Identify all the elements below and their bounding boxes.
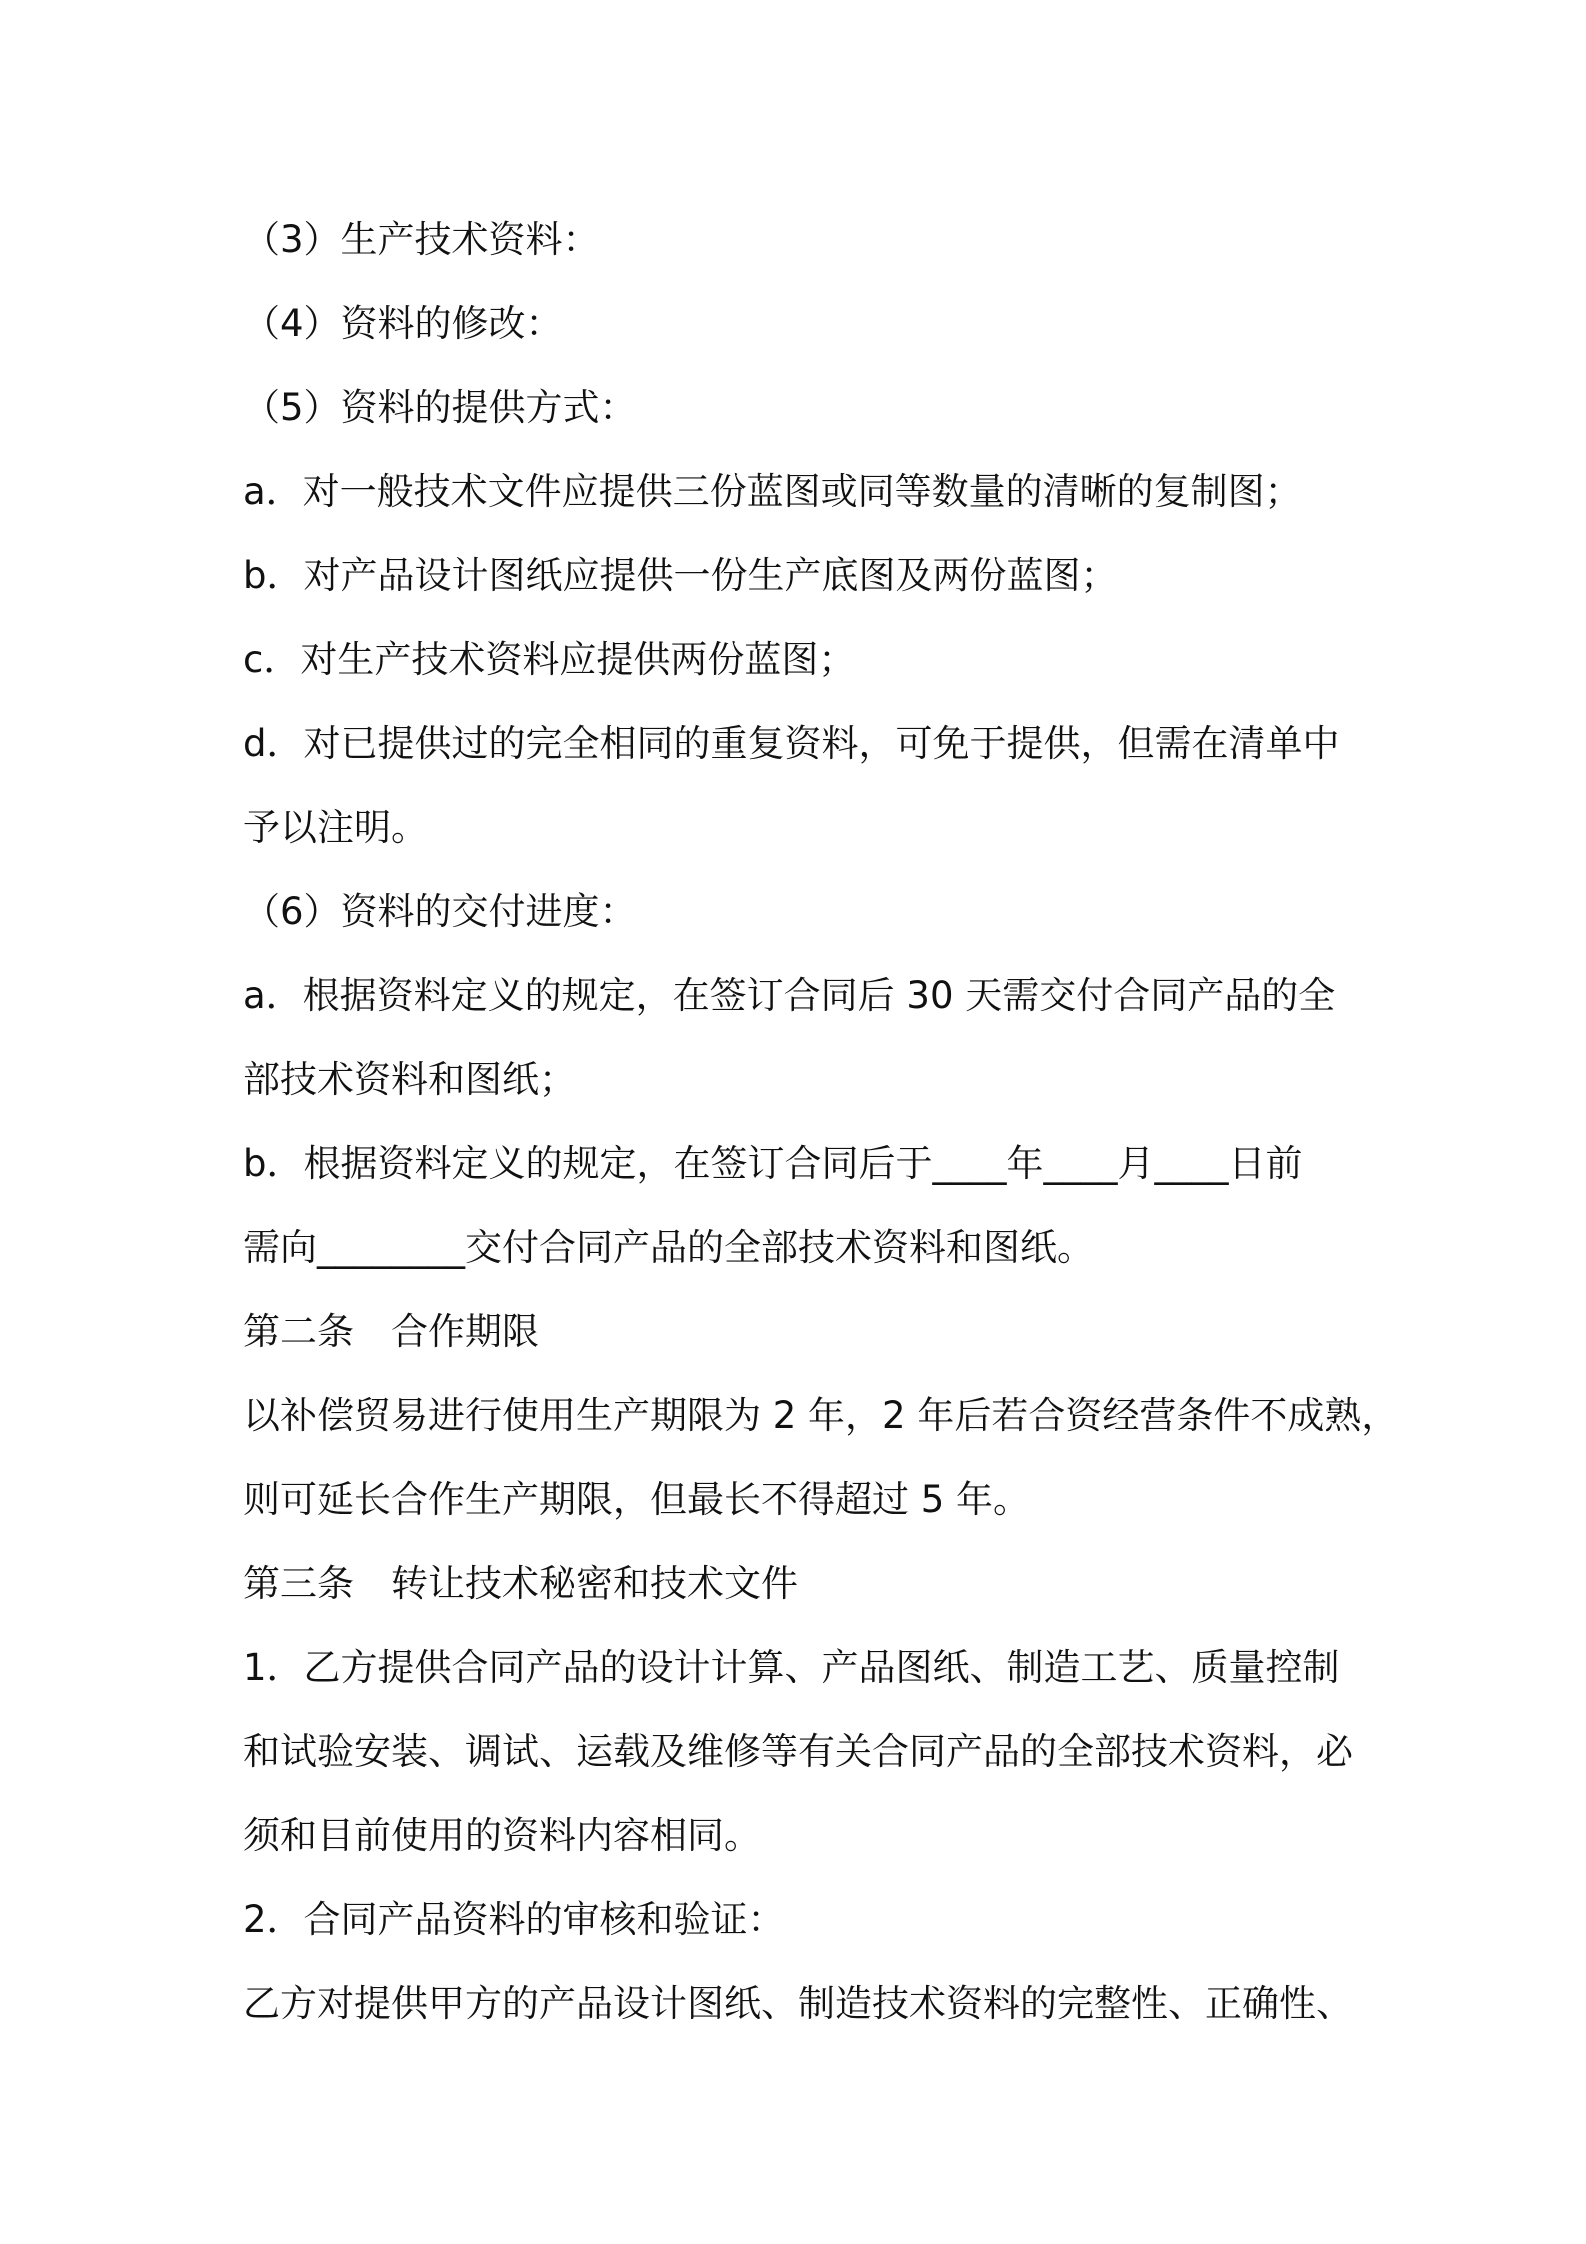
paragraph-line: （3）生产技术资料： <box>243 218 600 261</box>
paragraph-line: b．对产品设计图纸应提供一份生产底图及两份蓝图； <box>243 554 1118 597</box>
paragraph-line: 予以注明。 <box>243 806 428 849</box>
paragraph-line: 须和目前使用的资料内容相同。 <box>243 1814 761 1857</box>
paragraph-line: 和试验安装、调试、运载及维修等有关合同产品的全部技术资料，必 <box>243 1730 1353 1773</box>
paragraph-line: 乙方对提供甲方的产品设计图纸、制造技术资料的完整性、正确性、 <box>243 1982 1353 2025</box>
document-body <box>243 198 1399 2046</box>
paragraph-line: （6）资料的交付进度： <box>243 890 637 933</box>
paragraph-line: c．对生产技术资料应提供两份蓝图； <box>243 638 856 681</box>
paragraph-line: a．对一般技术文件应提供三份蓝图或同等数量的清晰的复制图； <box>243 470 1302 513</box>
paragraph-line: 2．合同产品资料的审核和验证： <box>243 1898 785 1941</box>
paragraph-line: a．根据资料定义的规定，在签订合同后 30 天需交付合同产品的全 <box>243 974 1336 1017</box>
paragraph-line: 以补偿贸易进行使用生产期限为 2 年，2 年后若合资经营条件不成熟， <box>243 1394 1399 1437</box>
section-heading: 第三条 转让技术秘密和技术文件 <box>243 1562 798 1605</box>
paragraph-line: （4）资料的修改： <box>243 302 563 345</box>
paragraph-line: d．对已提供过的完全相同的重复资料，可免于提供，但需在清单中 <box>243 722 1340 765</box>
paragraph-line: 1．乙方提供合同产品的设计计算、产品图纸、制造工艺、质量控制 <box>243 1646 1340 1689</box>
section-heading: 第二条 合作期限 <box>243 1310 539 1353</box>
paragraph-line: （5）资料的提供方式： <box>243 386 637 429</box>
paragraph-line: 则可延长合作生产期限，但最长不得超过 5 年。 <box>243 1478 1031 1521</box>
paragraph-line: 部技术资料和图纸； <box>243 1058 576 1101</box>
paragraph-line: 需向________交付合同产品的全部技术资料和图纸。 <box>243 1226 1094 1269</box>
paragraph-line: b．根据资料定义的规定，在签订合同后于____年____月____日前 <box>243 1142 1303 1185</box>
